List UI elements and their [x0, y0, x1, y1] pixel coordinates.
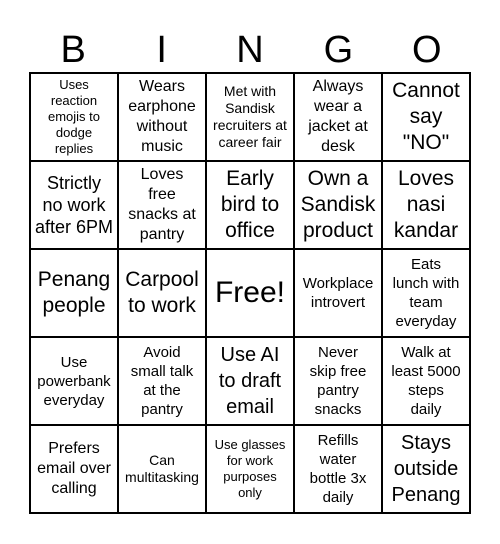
bingo-cell[interactable]: [30, 337, 118, 425]
cell-text: Own a Sandisk product: [300, 167, 376, 242]
cell-text: Walk at least 5000 steps daily: [391, 344, 461, 418]
cell-text: Workplace introvert: [302, 275, 374, 311]
cell-text: Can multitasking: [125, 452, 199, 485]
bingo-cell[interactable]: [30, 425, 118, 513]
bingo-board: [29, 72, 471, 514]
free-space-label: Free!: [214, 276, 286, 309]
bingo-cell[interactable]: [206, 73, 294, 161]
bingo-cell[interactable]: [382, 337, 470, 425]
cell-text: Never skip free pantry snacks: [309, 344, 367, 418]
cell-text: Early bird to office: [220, 167, 280, 242]
cell-text: Cannot say "NO": [392, 79, 460, 154]
title-letter-i: I: [156, 29, 167, 71]
bingo-cell[interactable]: [294, 425, 382, 513]
cell-text: Avoid small talk at the pantry: [130, 344, 194, 418]
title-letter-n: N: [236, 29, 264, 71]
bingo-cell[interactable]: [382, 73, 470, 161]
bingo-cell[interactable]: [118, 161, 206, 249]
bingo-cell[interactable]: [118, 337, 206, 425]
bingo-cell[interactable]: [118, 425, 206, 513]
cell-text: Stays outside Penang: [391, 432, 461, 506]
bingo-cell[interactable]: [294, 161, 382, 249]
cell-text: Met with Sandisk recruiters at career fair: [213, 83, 287, 150]
bingo-cell[interactable]: [30, 249, 118, 337]
bingo-cell[interactable]: [294, 73, 382, 161]
title-letter-o: O: [412, 29, 442, 71]
bingo-cell[interactable]: [206, 161, 294, 249]
cell-text: Always wear a jacket at desk: [308, 78, 368, 155]
bingo-cell[interactable]: [206, 337, 294, 425]
cell-text: Use AI to draft email: [218, 344, 282, 418]
bingo-cell[interactable]: [294, 337, 382, 425]
bingo-cell[interactable]: [118, 73, 206, 161]
cell-text: Wears earphone without music: [128, 78, 196, 155]
bingo-cell[interactable]: [118, 249, 206, 337]
cell-text: Eats lunch with team everyday: [392, 256, 460, 330]
bingo-cell[interactable]: [30, 161, 118, 249]
cell-text: Uses reaction emojis to dodge replies: [47, 77, 101, 156]
bingo-cell[interactable]: [206, 425, 294, 513]
cell-text: Refills water bottle 3x daily: [309, 432, 367, 506]
bingo-cell[interactable]: [30, 73, 118, 161]
cell-text: Loves nasi kandar: [393, 167, 459, 242]
cell-text: Use glasses for work purposes only: [214, 437, 286, 500]
cell-text: Penang people: [37, 268, 111, 317]
cell-text: Strictly no work after 6PM: [34, 173, 114, 237]
free-space[interactable]: [206, 249, 294, 337]
bingo-cell[interactable]: [294, 249, 382, 337]
cell-text: Prefers email over calling: [37, 440, 111, 497]
bingo-cell[interactable]: [382, 425, 470, 513]
cell-text: Loves free snacks at pantry: [128, 166, 196, 243]
bingo-cell[interactable]: [382, 249, 470, 337]
cell-text: Carpool to work: [125, 268, 199, 317]
title-letter-g: G: [323, 29, 354, 71]
cell-text: Use powerbank everyday: [37, 353, 111, 409]
bingo-title: [29, 28, 471, 72]
title-letter-b: B: [60, 29, 86, 71]
bingo-cell[interactable]: [382, 161, 470, 249]
